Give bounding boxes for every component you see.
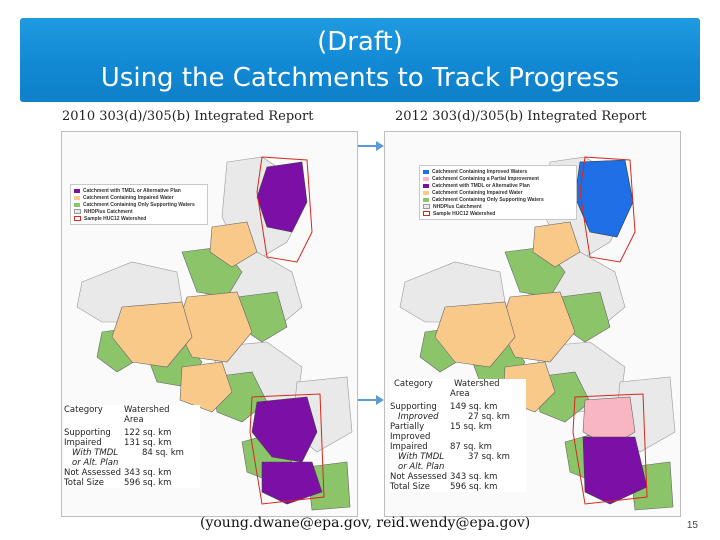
table-cell: Impaired xyxy=(390,442,428,452)
table-cell: 131 sq. km xyxy=(124,438,172,448)
table-cell: 27 sq. km xyxy=(468,412,510,422)
left-map-legend xyxy=(70,184,208,225)
legend-swatch xyxy=(74,209,81,214)
table-cell xyxy=(132,458,190,468)
table-header-cell: Area xyxy=(124,415,144,425)
legend-swatch xyxy=(423,177,429,181)
table-row xyxy=(390,422,526,432)
title-line-1: (Draft) xyxy=(317,27,403,57)
legend-swatch xyxy=(74,196,80,200)
right-area-table xyxy=(390,379,526,492)
legend-item xyxy=(423,182,573,189)
table-row xyxy=(390,402,526,412)
table-cell: Improved xyxy=(390,432,431,442)
table-cell: Partially xyxy=(390,422,425,432)
table-header xyxy=(390,379,526,389)
legend-label: NHDPlus Catchment xyxy=(433,203,482,210)
table-cell: 37 sq. km xyxy=(468,452,510,462)
table-cell: Total Size xyxy=(64,478,105,488)
table-row xyxy=(390,472,526,482)
legend-swatch xyxy=(423,191,429,195)
legend-item xyxy=(423,196,573,203)
legend-swatch xyxy=(423,204,430,209)
legend-label: Catchment Containing Only Supporting Waters xyxy=(432,196,544,203)
arrow-icon xyxy=(356,392,386,408)
legend-label: Catchment with TMDL or Alternative Plan xyxy=(432,182,530,189)
legend-item xyxy=(423,168,573,175)
table-cell: 15 sq. km xyxy=(450,422,492,432)
legend-item xyxy=(74,201,204,208)
table-row xyxy=(64,438,200,448)
arrow-icon xyxy=(356,138,386,154)
table-row xyxy=(64,448,200,458)
table-cell: Supporting xyxy=(64,428,111,438)
table-row xyxy=(390,442,526,452)
legend-label: Catchment Containing Only Supporting Waters xyxy=(83,201,195,208)
legend-item xyxy=(423,189,573,196)
legend-item xyxy=(423,203,573,210)
legend-item xyxy=(423,210,573,217)
table-cell: Improved xyxy=(398,412,439,422)
table-cell: With TMDL xyxy=(398,452,444,462)
table-cell: With TMDL xyxy=(72,448,118,458)
table-row xyxy=(64,428,200,438)
table-row xyxy=(390,452,526,462)
title-line-2: Using the Catchments to Track Progress xyxy=(100,63,620,93)
right-map-legend xyxy=(419,165,577,220)
legend-swatch xyxy=(423,211,430,216)
table-row xyxy=(64,458,200,468)
table-header-cell: Category xyxy=(394,379,433,389)
table-cell: 149 sq. km xyxy=(450,402,498,412)
table-cell: 343 sq. km xyxy=(124,468,172,478)
legend-swatch xyxy=(74,216,81,221)
table-cell: Supporting xyxy=(390,402,437,412)
table-row xyxy=(64,468,200,478)
table-cell: Impaired xyxy=(64,438,102,448)
legend-swatch xyxy=(74,203,80,207)
table-cell: or Alt. Plan xyxy=(72,458,119,468)
legend-label: NHDPlus Catchment xyxy=(84,208,133,215)
legend-swatch xyxy=(423,184,429,188)
legend-label: Catchment Containing Impaired Water xyxy=(432,189,523,196)
table-cell: Total Size xyxy=(390,482,431,492)
slide-title xyxy=(20,24,700,96)
legend-item xyxy=(423,175,573,182)
legend-swatch xyxy=(423,198,429,202)
right-subtitle: 2012 303(d)/305(b) Integrated Report xyxy=(395,109,647,124)
table-cell: Not Assessed xyxy=(64,468,121,478)
legend-label: Catchment Containing Improved Waters xyxy=(432,168,528,175)
left-subtitle: 2010 303(d)/305(b) Integrated Report xyxy=(62,109,314,124)
legend-item xyxy=(74,194,204,201)
table-cell: 596 sq. km xyxy=(124,478,172,488)
table-row xyxy=(390,462,526,472)
legend-swatch xyxy=(74,189,80,193)
table-cell: Not Assessed xyxy=(390,472,447,482)
left-area-table xyxy=(64,405,200,488)
legend-item xyxy=(74,187,204,194)
table-header xyxy=(64,405,200,415)
legend-label: Catchment with TMDL or Alternative Plan xyxy=(83,187,181,194)
table-cell: 84 sq. km xyxy=(142,448,184,458)
table-cell: 343 sq. km xyxy=(450,472,498,482)
table-cell: or Alt. Plan xyxy=(398,462,445,472)
footer-contact: (young.dwane@epa.gov, reid.wendy@epa.gov) xyxy=(200,515,531,531)
table-cell: 596 sq. km xyxy=(450,482,498,492)
table-header-cell: Category xyxy=(64,405,103,415)
table-row xyxy=(390,432,526,442)
table-header-cell: Watershed xyxy=(454,379,500,389)
table-cell: 87 sq. km xyxy=(450,442,492,452)
legend-swatch xyxy=(423,170,429,174)
legend-label: Sample HUC12 Watershed xyxy=(433,210,496,217)
page-number: 15 xyxy=(686,520,698,531)
table-header xyxy=(64,415,200,425)
table-row xyxy=(390,412,526,422)
table-row xyxy=(390,482,526,492)
table-cell xyxy=(450,432,508,442)
table-header-cell: Area xyxy=(450,389,470,399)
legend-label: Sample HUC12 Watershed xyxy=(84,215,147,222)
table-cell: 122 sq. km xyxy=(124,428,172,438)
table-header-cell: Watershed xyxy=(124,405,170,415)
legend-item xyxy=(74,215,204,222)
table-cell xyxy=(458,462,516,472)
legend-label: Catchment Containing Impaired Water xyxy=(83,194,174,201)
legend-item xyxy=(74,208,204,215)
table-header xyxy=(390,389,526,399)
legend-label: Catchment Containing a Partial Improvement xyxy=(432,175,539,182)
table-row xyxy=(64,478,200,488)
